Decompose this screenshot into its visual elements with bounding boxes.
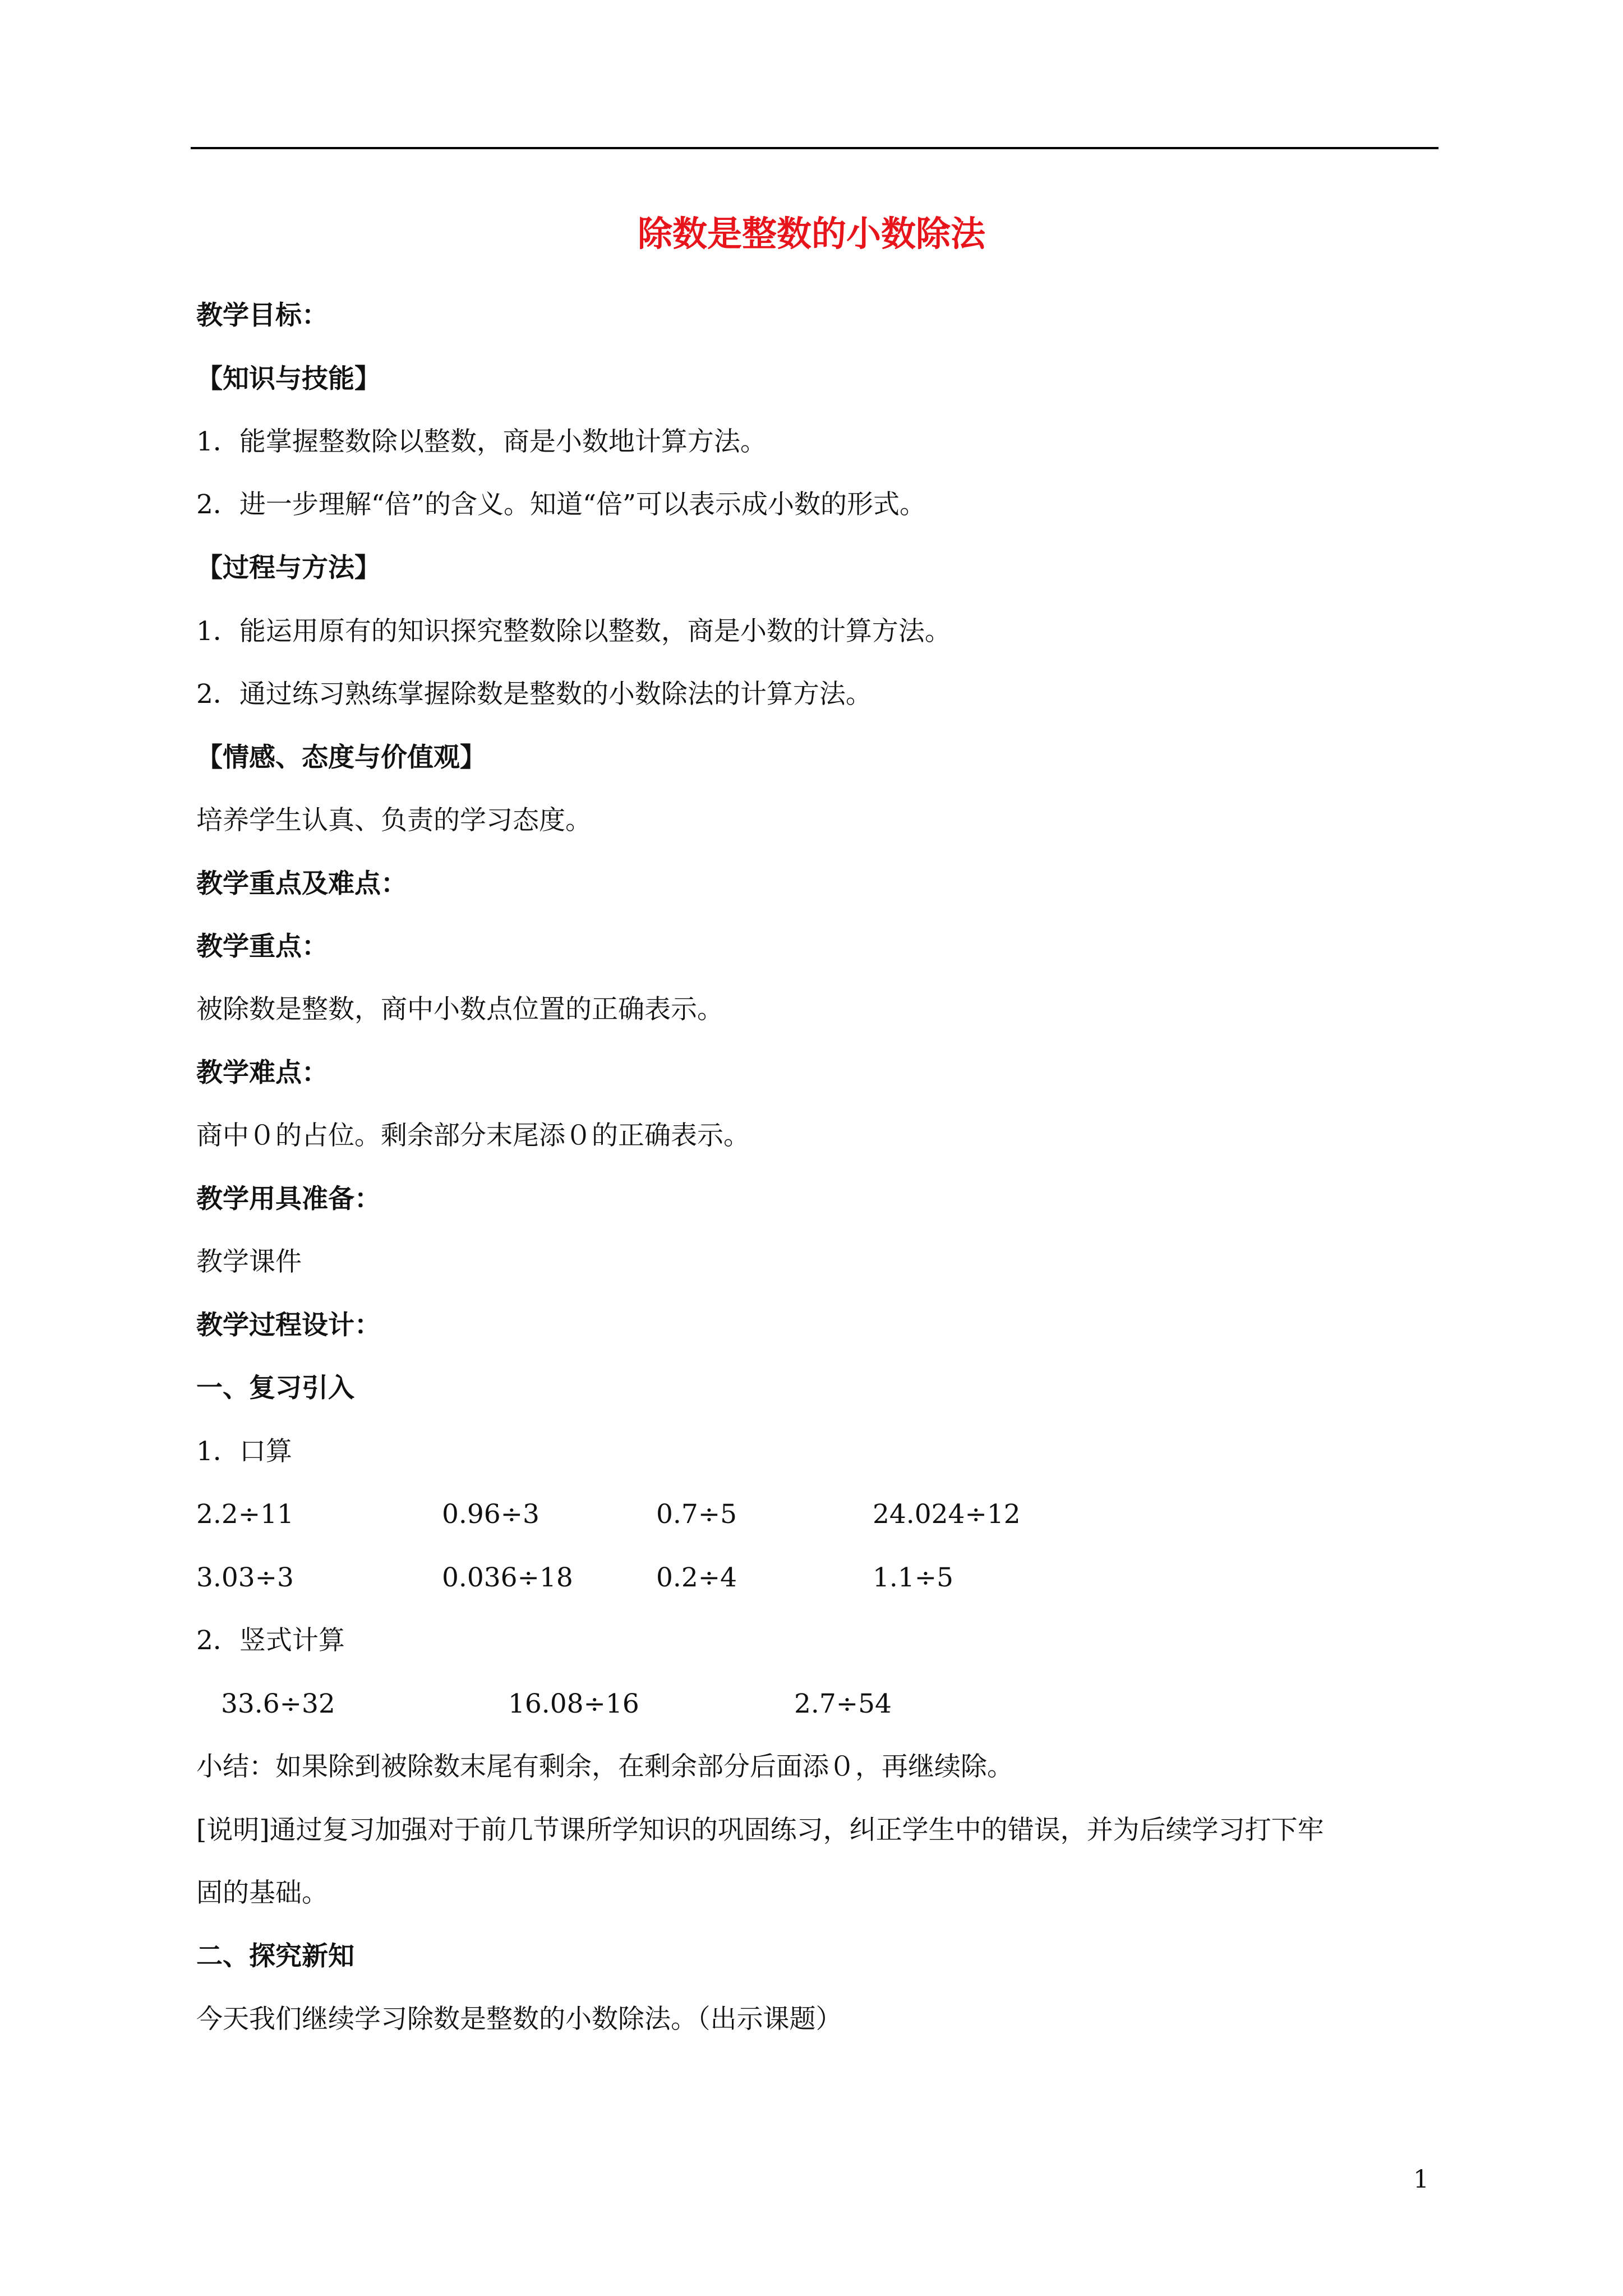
heading-teaching-goals: 教学目标： bbox=[196, 300, 328, 331]
vertical-calc-item: 2.7÷54 bbox=[794, 1688, 892, 1719]
heading-key-difficult-points: 教学重点及难点： bbox=[196, 868, 407, 899]
paragraph: 2．进一步理解“倍”的含义。知道“倍”可以表示成小数的形式。 bbox=[196, 489, 926, 520]
paragraph: 商中０的占位。剩余部分末尾添０的正确表示。 bbox=[196, 1120, 750, 1151]
summary-paragraph: 小结：如果除到被除数末尾有剩余，在剩余部分后面添０，再继续除。 bbox=[196, 1751, 1013, 1782]
oral-calc-row bbox=[196, 1499, 1441, 1533]
vertical-calc-row bbox=[196, 1688, 1441, 1722]
heading-knowledge-skills: 【知识与技能】 bbox=[196, 364, 381, 394]
paragraph: 今天我们继续学习除数是整数的小数除法。（出示课题） bbox=[196, 2004, 842, 2035]
header-rule bbox=[191, 147, 1438, 149]
oral-calc-item: 0.96÷3 bbox=[442, 1499, 540, 1530]
heading-key-points: 教学重点： bbox=[196, 931, 328, 962]
heading-attitude-values: 【情感、态度与价值观】 bbox=[196, 742, 486, 773]
note-paragraph-continued: 固的基础。 bbox=[196, 1878, 328, 1908]
vertical-calc-item: 33.6÷32 bbox=[221, 1688, 335, 1719]
heading-difficult-points: 教学难点： bbox=[196, 1057, 328, 1088]
oral-calc-item: 0.7÷5 bbox=[656, 1499, 737, 1530]
oral-calc-item: 1.1÷5 bbox=[873, 1562, 954, 1593]
paragraph: 1．口算 bbox=[196, 1436, 292, 1467]
heading-teaching-tools: 教学用具准备： bbox=[196, 1184, 381, 1214]
vertical-calc-item: 16.08÷16 bbox=[508, 1688, 639, 1719]
heading-explore-new: 二、探究新知 bbox=[196, 1941, 354, 1972]
paragraph: 1．能运用原有的知识探究整数除以整数，商是小数的计算方法。 bbox=[196, 616, 951, 647]
paragraph: 教学课件 bbox=[196, 1246, 302, 1277]
paragraph: 2．竖式计算 bbox=[196, 1625, 345, 1656]
oral-calc-item: 24.024÷12 bbox=[873, 1499, 1021, 1530]
paragraph: 1．能掌握整数除以整数，商是小数地计算方法。 bbox=[196, 426, 767, 457]
paragraph: 2．通过练习熟练掌握除数是整数的小数除法的计算方法。 bbox=[196, 679, 872, 710]
heading-process-design: 教学过程设计： bbox=[196, 1310, 381, 1341]
page-number: 1 bbox=[1413, 2165, 1429, 2194]
oral-calc-item: 3.03÷3 bbox=[196, 1562, 294, 1593]
oral-calc-item: 0.036÷18 bbox=[442, 1562, 573, 1593]
heading-review: 一、复习引入 bbox=[196, 1373, 354, 1404]
oral-calc-row bbox=[196, 1562, 1441, 1596]
heading-process-methods: 【过程与方法】 bbox=[196, 553, 381, 583]
paragraph: 被除数是整数，商中小数点位置的正确表示。 bbox=[196, 994, 723, 1025]
paragraph: 培养学生认真、负责的学习态度。 bbox=[196, 805, 592, 836]
note-paragraph: [说明]通过复习加强对于前几节课所学知识的巩固练习，纠正学生中的错误，并为后续学习打下牢 bbox=[196, 1815, 1324, 1846]
document-title: 除数是整数的小数除法 bbox=[637, 213, 985, 254]
oral-calc-item: 0.2÷4 bbox=[656, 1562, 737, 1593]
oral-calc-item: 2.2÷11 bbox=[196, 1499, 294, 1530]
